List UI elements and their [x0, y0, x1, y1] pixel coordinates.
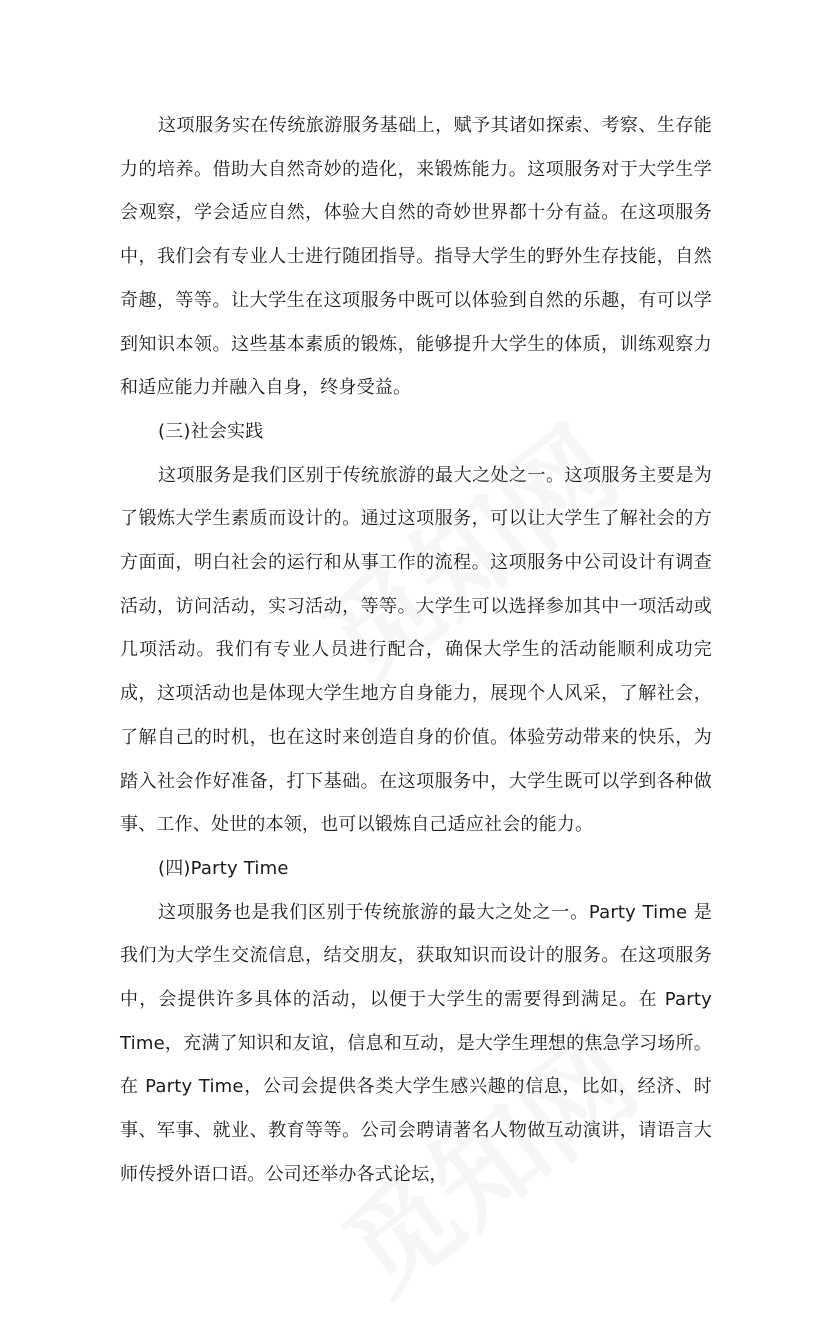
paragraph-outdoor-service: 这项服务实在传统旅游服务基础上，赋予其诸如探索、考察、生存能力的培养。借助大自然奇妙的造化，来锻炼能力。这项服务对于大学生学会观察，学会适应自然，体验大自然的奇妙世界都十分有益。在这项服务中，我们会有专业人士进行随团指导。指导大学生的野外生存技能，自然奇趣，等等。让大学生在这项服务中既可以体验到自然的乐趣，有可以学到知识本领。这些基本素质的锻炼，能够提升大学生的体质，训练观察力和适应能力并融入自身，终身受益。: [120, 115, 712, 399]
paragraph-social-practice: 这项服务是我们区别于传统旅游的最大之处之一。这项服务主要是为了锻炼大学生素质而设计的。通过这项服务，可以让大学生了解社会的方方面面，明白社会的运行和从事工作的流程。这项服务中公司设计有调查活动，访问活动，实习活动，等等。大学生可以选择参加其中一项活动或几项活动。我们有专业人员进行配合，确保大学生的活动能顺利成功完成，这项活动也是体现大学生地方自身能力，展现个人风采，了解社会，了解自己的时机，也在这时来创造自身的价值。体验劳动带来的快乐，为踏入社会作好准备，打下基础。在这项服务中，大学生既可以学到各种做事、工作、处世的本领，也可以锻炼自己适应社会的能力。: [120, 464, 712, 836]
paragraph-party-time: 这项服务也是我们区别于传统旅游的最大之处之一。Party Time 是我们为大学生交流信息，结交朋友，获取知识而设计的服务。在这项服务中，会提供许多具体的活动，以便于大学生的需要得到满足。在 Party Time，充满了知识和友谊，信息和互动，是大学生理想的焦急学习场所。在 Party Time，公司会提供各类大学生感兴趣的信息，比如，经济、时事、军事、就业、教育等等。公司会聘请著名人物做互动演讲，请语言大师传授外语口语。公司还举办各式论坛，: [120, 901, 712, 1185]
section-heading-party-time: (四)Party Time: [158, 857, 289, 879]
document-body: [120, 104, 712, 1197]
section-heading-social-practice: (三)社会实践: [158, 420, 264, 442]
